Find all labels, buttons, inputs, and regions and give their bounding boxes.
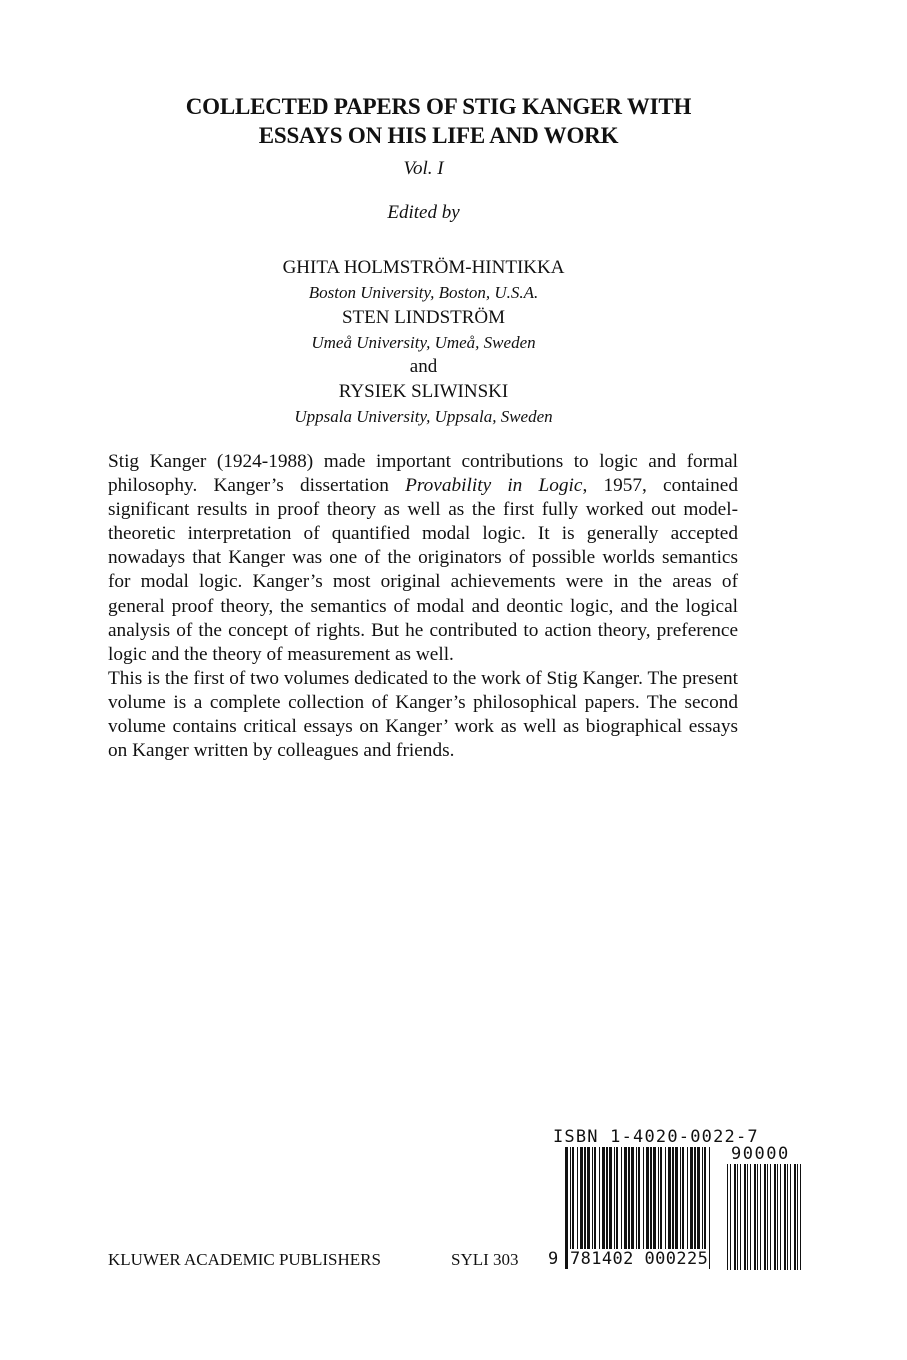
addon-barcode-bar xyxy=(754,1164,756,1270)
addon-barcode-bar xyxy=(727,1164,728,1270)
addon-barcode-bar xyxy=(784,1164,786,1270)
editor-name-2: STEN LINDSTRÖM xyxy=(341,307,506,328)
editor-affiliation-2: Umeå University, Umeå, Sweden xyxy=(311,333,536,352)
addon-barcode-bar xyxy=(730,1164,731,1270)
description-p1-end: , 1957, contained significant results in proof theory as well as the first fully worked out model-theoretic interpretation of quantified modal logic. It is generally accepted nowadays that Kanger was one of the originators of possible worlds semantics for modal logic. Kanger’s most original achievements were in the areas of general proof theory, the semantics of modal and deontic logic, and the logical analysis of the concept of rights. But he contributed to action theory, preference logic and the theory of measurement as well. xyxy=(108,475,739,665)
addon-barcode-bar xyxy=(760,1164,761,1270)
edited-by-label: Edited by xyxy=(387,202,460,223)
editor-affiliation-3: Uppsala University, Uppsala, Sweden xyxy=(294,407,553,426)
description-paragraph-2: This is the first of two volumes dedicated to the work of Stig Kanger. The present volume is a complete collection of Kanger’s philosophical papers. The second volume contains critical essays on Kanger’ work as well as biographical essays on Kanger written by colleagues and friends. xyxy=(108,667,738,762)
addon-barcode-bar xyxy=(800,1164,801,1270)
editors-block xyxy=(0,255,877,429)
addon-barcode-bar xyxy=(750,1164,751,1270)
ean-first-digit: 9 xyxy=(548,1249,559,1269)
addon-barcode-bar xyxy=(794,1164,796,1270)
addon-barcode-bar xyxy=(787,1164,788,1270)
addon-barcode-bar xyxy=(764,1164,766,1270)
volume-label: Vol. I xyxy=(403,158,444,179)
addon-barcode-bar xyxy=(780,1164,781,1270)
barcode-addon-number: 90000 xyxy=(731,1144,790,1164)
editor-name-1: GHITA HOLMSTRÖM-HINTIKKA xyxy=(282,257,565,278)
title-line-2: ESSAYS ON HIS LIFE AND WORK xyxy=(258,123,619,148)
dissertation-title: Provability in Logic xyxy=(405,475,583,497)
description-p1-start: Stig Kanger (1924-1988) made important contributions to logic and formal philosophy. Kanger’s dissertation xyxy=(108,451,738,497)
addon-barcode-bar xyxy=(734,1164,736,1270)
series-code: SYLI 303 xyxy=(451,1250,519,1269)
book-title xyxy=(0,92,907,150)
addon-barcode-bar xyxy=(744,1164,746,1270)
addon-barcode-bar xyxy=(774,1164,776,1270)
description-paragraph-1 xyxy=(108,450,738,667)
and-conjunction: and xyxy=(409,356,438,377)
addon-barcode-bar xyxy=(747,1164,748,1270)
addon-barcode-bar xyxy=(737,1164,738,1270)
addon-barcode-bar xyxy=(790,1164,791,1270)
addon-barcode-bar xyxy=(767,1164,768,1270)
editor-affiliation-1: Boston University, Boston, U.S.A. xyxy=(308,283,539,302)
title-line-1: COLLECTED PAPERS OF STIG KANGER WITH xyxy=(185,94,692,119)
publisher-name: KLUWER ACADEMIC PUBLISHERS xyxy=(108,1250,381,1269)
addon-barcode-bars xyxy=(727,1164,801,1270)
book-description xyxy=(108,450,738,763)
addon-barcode-bar xyxy=(770,1164,771,1270)
isbn-label: ISBN 1-4020-0022-7 xyxy=(553,1127,759,1147)
addon-barcode-bar xyxy=(777,1164,778,1270)
barcode-bar xyxy=(565,1147,568,1269)
addon-barcode-bar xyxy=(757,1164,758,1270)
ean-digits: 781402 000225 xyxy=(570,1249,709,1269)
addon-barcode xyxy=(727,1164,801,1270)
addon-barcode-bar xyxy=(740,1164,741,1270)
addon-barcode-bar xyxy=(797,1164,798,1270)
editor-name-3: RYSIEK SLIWINSKI xyxy=(338,381,509,402)
